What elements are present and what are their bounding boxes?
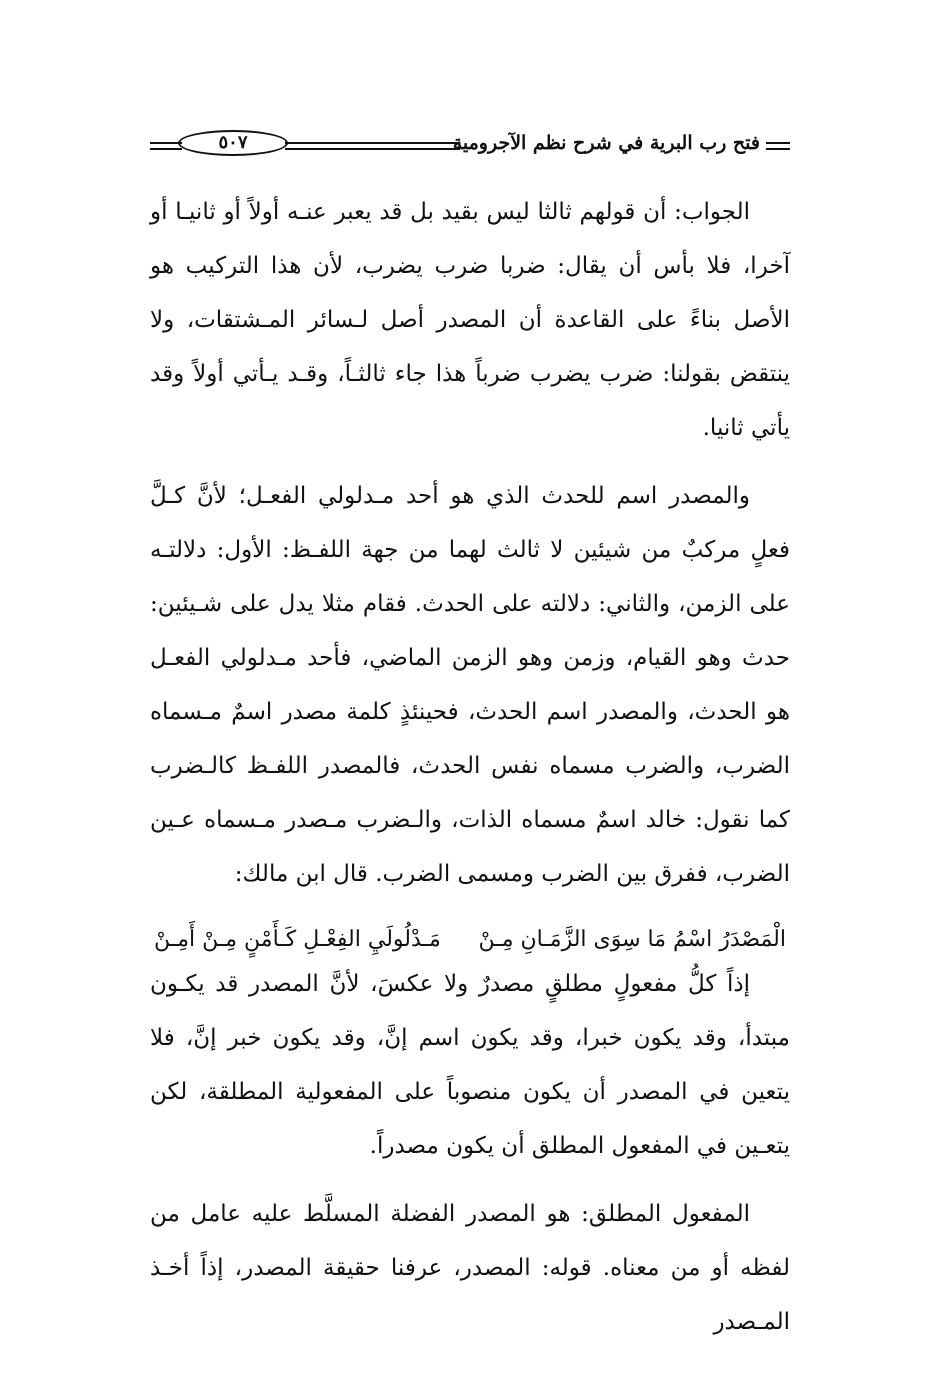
paragraph-gap bbox=[150, 901, 790, 915]
page-number: ٥٠٧ bbox=[178, 130, 288, 156]
header-rule-middle bbox=[285, 142, 460, 150]
paragraph-maf-ul-mutlaq: المفعول المطلق: هو المصدر الفضلة المسلَّط عليه عامل من لفظه أو من معناه. قوله: المصدر، عرفنا حقيقة المصدر، إذاً أخـذ المـصدر bbox=[150, 1201, 790, 1335]
header-rule-left bbox=[150, 142, 182, 150]
paragraph-gap bbox=[150, 1173, 790, 1187]
book-title: فتح رب البرية في شرح نظم الآجرومية bbox=[452, 132, 760, 154]
paragraph-conclusion: إذاً كلُّ مفعولٍ مطلقٍ مصدرٌ ولا عكسَ، لأنَّ المصدر قد يكـون مبتدأ، وقد يكون خبرا، وقد يكون اسم إنَّ، وقد يكون خبر إنَّ، فلا يتعين في المصدر أن يكون منصوباً على المفعولية المطلقة، لكن يتعـين في المفعول المطلق أن يكون مصدراً. bbox=[150, 971, 790, 1159]
verse-second-hemistich: مَـدْلُولَيِ الفِعْـلِ كَـأَمْنٍ مِـنْ أَمِـنْ bbox=[154, 927, 441, 952]
page-body bbox=[150, 185, 790, 1349]
paragraph-masdar-definition: والمصدر اسم للحدث الذي هو أحد مـدلولي الفعـل؛ لأنَّ كـلَّ فعلٍ مركبٌ من شيئين لا ثالث لهما من جهة اللفـظ: الأول: دلالتـه على الزمن، والثاني: دلالته على الحدث. فقام مثلا يدل على شـيئين: حدث وهو القيام، وزمن وهو الزمن الماضي، فأحد مـدلولي الفعـل هو الحدث، والمصدر اسم الحدث، فحينئذٍ كلمة مصدر اسمٌ مـسماه الضرب، والضرب مسماه نفس الحدث، فالمصدر اللفـظ كالـضرب كما نقول: خالد اسمٌ مسماه الذات، والـضرب مـصدر مـسماه عـين الضرب، ففرق بين الضرب ومسمى الضرب. قال ابن مالك: bbox=[150, 483, 790, 887]
paragraph-gap bbox=[150, 455, 790, 469]
paragraph-answer: الجواب: أن قولهم ثالثا ليس بقيد بل قد يعبر عنـه أولاً أو ثانيـا أو آخرا، فلا بأس أن يقال: ضربا ضرب يضرب، لأن هذا التركيب هو الأصل بناءً على القاعدة أن المصدر أصل لـسائر المـشتقات، ولا ينتقض بقولنا: ضرب يضرب ضرباً هذا جاء ثالثـاً، وقـد يـأتي أولاً وقد يأتي ثانيا. bbox=[150, 199, 790, 441]
running-header bbox=[150, 128, 790, 164]
verse-first-hemistich: الْمَصْدَرُ اسْمُ مَا سِوَى الزَّمَـانِ مِـنْ bbox=[478, 927, 786, 952]
header-rule-right bbox=[766, 142, 790, 150]
